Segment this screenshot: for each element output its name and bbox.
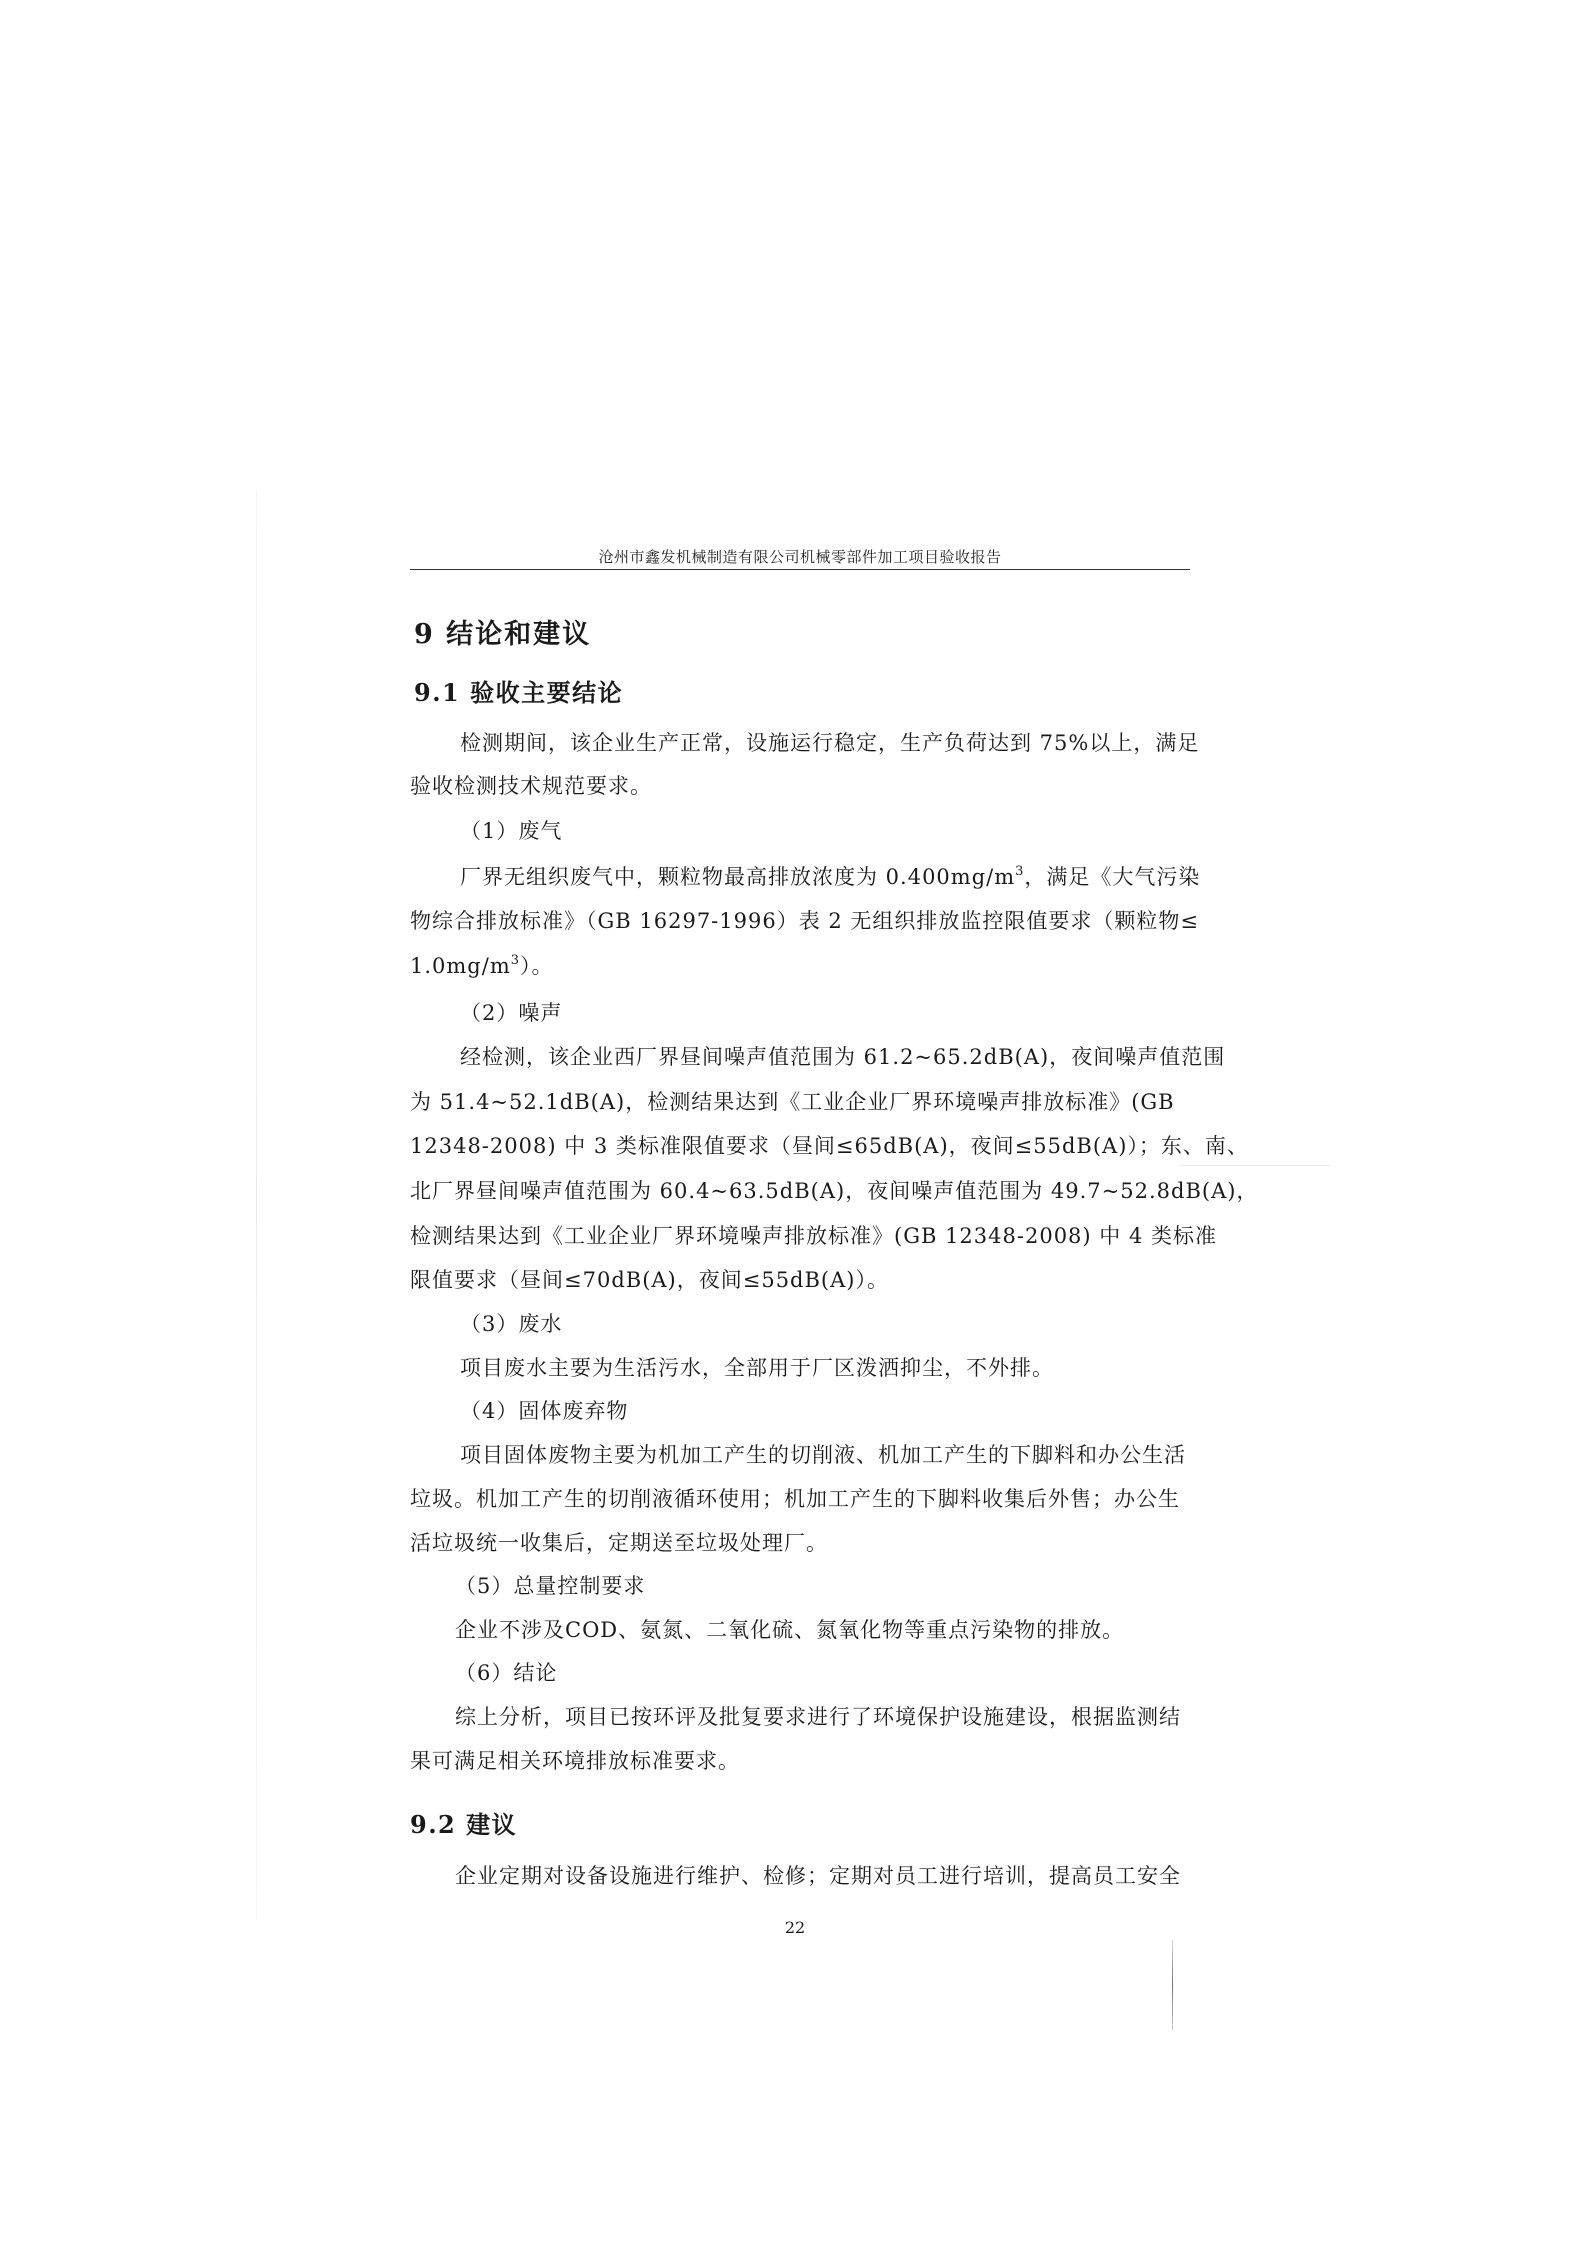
text-run: ，满足《大气污染	[1024, 865, 1201, 889]
item-heading-water: （3）废水	[460, 1312, 563, 1336]
paragraph-line: 北厂界昼间噪声值范围为 60.4~63.5dB(A)，夜间噪声值范围为 49.7~52.8dB(A)，	[410, 1179, 1259, 1203]
text-run: ）。	[520, 954, 554, 978]
paragraph-line: 项目固体废物主要为机加工产生的切削液、机加工产生的下脚料和办公生活	[460, 1443, 1186, 1467]
text-run: 厂界无组织废气中，颗粒物最高排放浓度为 0.400mg/m	[460, 865, 1016, 889]
paragraph-line: 验收检测技术规范要求。	[410, 774, 652, 798]
item-heading-gas: （1）废气	[460, 819, 563, 843]
running-header: 沧州市鑫发机械制造有限公司机械零部件加工项目验收报告	[598, 548, 1002, 566]
item-heading-noise: （2）噪声	[460, 1001, 563, 1025]
paragraph-line: 果可满足相关环境排放标准要求。	[410, 1749, 740, 1773]
paragraph-line: 企业定期对设备设施进行维护、检修；定期对员工进行培训，提高员工安全	[455, 1864, 1181, 1888]
paragraph-line: 综上分析，项目已按环评及批复要求进行了环境保护设施建设，根据监测结	[455, 1705, 1181, 1729]
paragraph-line: 垃圾。机加工产生的切削液循环使用；机加工产生的下脚料收集后外售；办公生	[410, 1487, 1180, 1511]
scan-artifact-mid	[1180, 1165, 1330, 1166]
paragraph-line: 企业不涉及COD、氨氮、二氧化硫、氮氧化物等重点污染物的排放。	[455, 1618, 1125, 1642]
paragraph-line: 经检测，该企业西厂界昼间噪声值范围为 61.2~65.2dB(A)，夜间噪声值范围	[460, 1045, 1226, 1069]
subsection-title-9-2: 9.2 建议	[410, 1810, 518, 1839]
section-title: 9 结论和建议	[414, 619, 592, 650]
paragraph-line	[410, 950, 554, 980]
scan-artifact-left	[256, 490, 257, 1920]
subsection-title-9-1: 9.1 验收主要结论	[414, 678, 624, 707]
item-heading-solid-waste: （4）固体废弃物	[460, 1399, 629, 1423]
paragraph-line: 检测结果达到《工业企业厂界环境噪声排放标准》(GB 12348-2008) 中 4 类标准	[410, 1224, 1217, 1248]
superscript: 3	[510, 953, 521, 968]
paragraph-line: 检测期间，该企业生产正常，设施运行稳定，生产负荷达到 75%以上，满足	[460, 731, 1200, 755]
item-heading-total-control: （5）总量控制要求	[455, 1574, 646, 1598]
header-rule	[410, 569, 1190, 570]
paragraph-line: 限值要求（昼间≤70dB(A)，夜间≤55dB(A)）。	[410, 1268, 889, 1292]
paragraph-line: 物综合排放标准》（GB 16297-1996）表 2 无组织排放监控限值要求（颗粒物≤	[410, 909, 1200, 933]
paragraph-line: 活垃圾统一收集后，定期送至垃圾处理厂。	[410, 1531, 828, 1555]
superscript: 3	[1015, 864, 1025, 879]
paragraph-line: 项目废水主要为生活污水，全部用于厂区泼洒抑尘，不外排。	[460, 1356, 1054, 1380]
page-number: 22	[784, 1918, 806, 1937]
paragraph-line	[460, 861, 1200, 891]
paragraph-line: 为 51.4~52.1dB(A)，检测结果达到《工业企业厂界环境噪声排放标准》(GB	[410, 1090, 1175, 1114]
text-run: 1.0mg/m	[410, 954, 511, 978]
paragraph-line: 12348-2008) 中 3 类标准限值要求（昼间≤65dB(A)，夜间≤55dB(A)）；东、南、	[410, 1134, 1249, 1158]
item-heading-conclusion: （6）结论	[455, 1661, 558, 1685]
scan-artifact-right	[1172, 1940, 1173, 2030]
